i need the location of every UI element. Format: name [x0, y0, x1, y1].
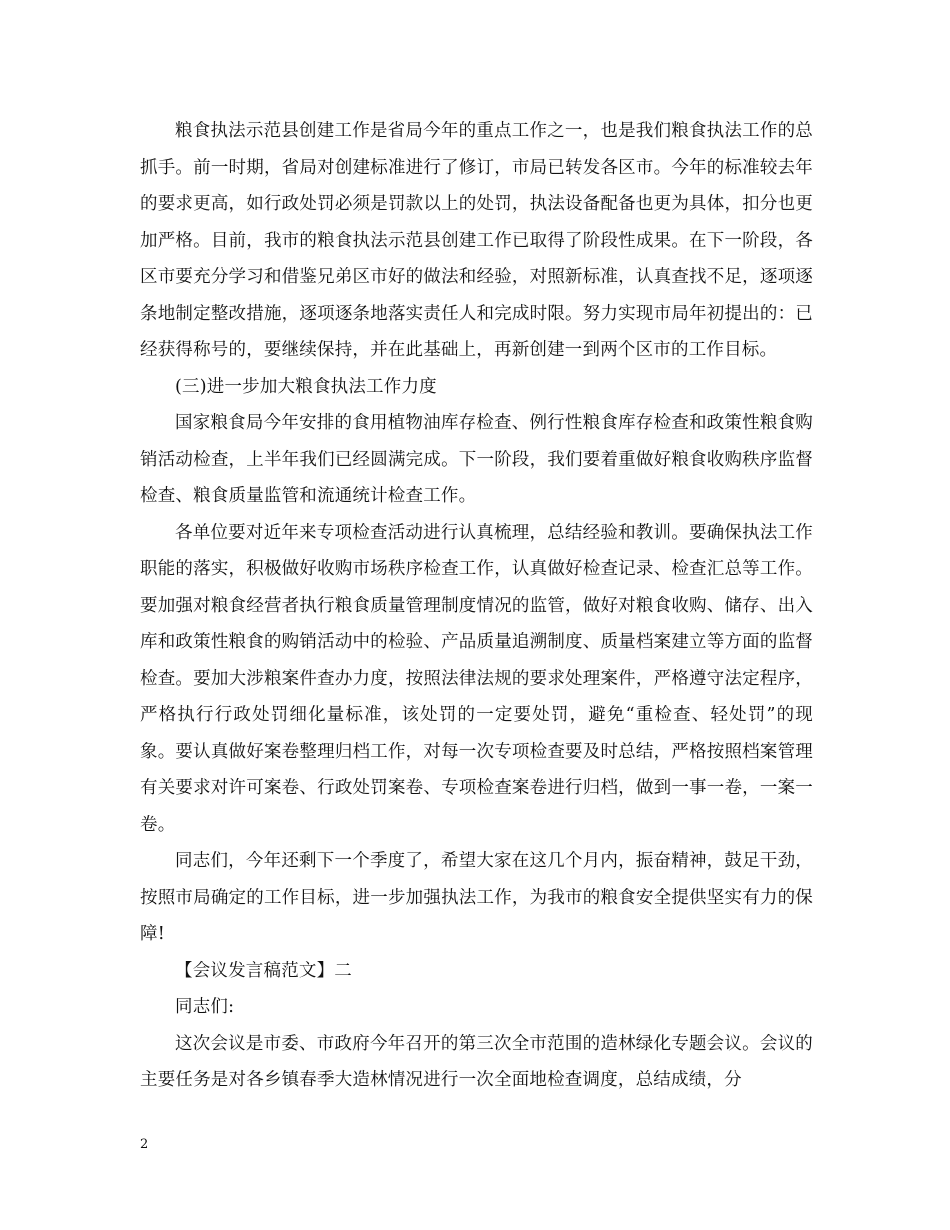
- paragraph-closing-remarks: 同志们，今年还剩下一个季度了，希望大家在这几个月内，振奋精神，鼓足干劲，按照市局确定的工作目标，进一步加强执法工作，为我市的粮食安全提供坚实有力的保障!: [140, 851, 813, 944]
- paragraph-meeting-intro: 这次会议是市委、市政府今年召开的第三次全市范围的造林绿化专题会议。会议的主要任务是对各乡镇春季大造林情况进行一次全面地检查调度，总结成绩，分: [140, 1033, 813, 1090]
- paragraph-national-inspections: 国家粮食局今年安排的食用植物油库存检查、例行性粮食库存检查和政策性粮食购销活动检查，上半年我们已经圆满完成。下一阶段，我们要着重做好粮食收购秩序监督检查、粮食质量监管和流通统计检查工作。: [140, 413, 813, 506]
- page-number: 2: [140, 1137, 149, 1152]
- salutation: 同志们:: [175, 997, 235, 1017]
- section-heading-3: (三)进一步加大粮食执法工作力度: [175, 376, 437, 397]
- paragraph-demonstration-county: 粮食执法示范县创建工作是省局今年的重点工作之一，也是我们粮食执法工作的总抓手。前一时期，省局对创建标准进行了修订，市局已转发各区市。今年的标准较去年的要求更高，如行政处罚必须是罚款以上的处罚，执法设备配备也更为具体，扣分也更加严格。目前，我市的粮食执法示范县创建工作已取得了阶段性成果。在下一阶段，各区市要充分学习和借鉴兄弟区市好的做法和经验，对照新标准，认真查找不足，逐项逐条地制定整改措施，逐项逐条地落实责任人和完成时限。努力实现市局年初提出的：已经获得称号的，要继续保持，并在此基础上，再新创建一到两个区市的工作目标。: [140, 121, 813, 360]
- speech-sample-heading: 【会议发言稿范文】二: [175, 960, 352, 981]
- paragraph-inspection-requirements: 各单位要对近年来专项检查活动进行认真梳理，总结经验和教训。要确保执法工作职能的落实，积极做好收购市场秩序检查工作，认真做好检查记录、检查汇总等工作。要加强对粮食经营者执行粮食质量管理制度情况的监管，做好对粮食收购、储存、出入库和政策性粮食的购销活动中的检验、产品质量追溯制度、质量档案建立等方面的监督检查。要加大涉粮案件查办力度，按照法律法规的要求处理案件，严格遵守法定程序，严格执行行政处罚细化量标准，该处罚的一定要处罚，避免“重检查、轻处罚”的现象。要认真做好案卷整理归档工作，对每一次专项检查要及时总结，严格按照档案管理有关要求对许可案卷、行政处罚案卷、专项检查案卷进行归档，做到一事一卷，一案一卷。: [140, 522, 813, 835]
- document-body: [140, 113, 813, 1099]
